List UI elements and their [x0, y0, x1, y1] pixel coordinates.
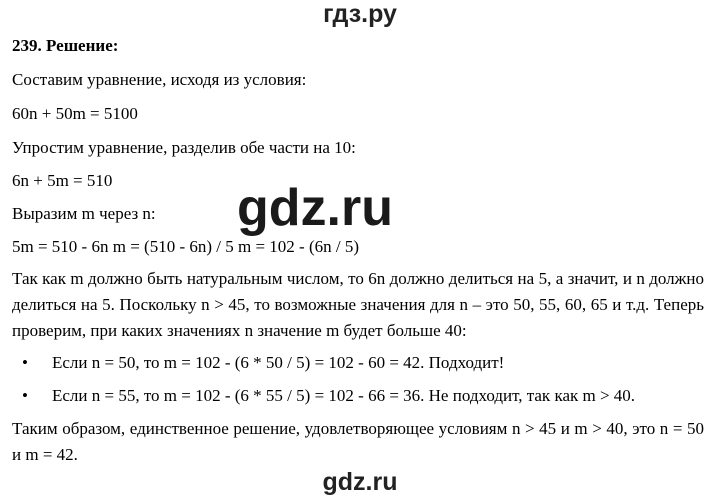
paragraph-2: Таким образом, единственное решение, удовлетворяющее условиям n > 45 и m > 40, это n = 50 и m = 42. [12, 419, 704, 464]
text-line-3: Выразим m через n: [12, 204, 156, 223]
equation-3: 5m = 510 - 6n m = (510 - 6n) / 5 m = 102 - (6n / 5) [12, 237, 360, 256]
paragraph-1: Так как m должно быть натуральным числом, то 6n должно делиться на 5, а значит, и n должно делиться на 5. Поскольку n > 45, то возможные значения для n – это 50, 55, 60, 65 и т.д. Теперь проверим, при каких значениях n значение m будет больше 40: [12, 269, 704, 340]
bullet-dot-icon: • [22, 353, 28, 372]
equation-1: 60n + 50m = 5100 [12, 104, 138, 123]
list-item-text: Если n = 55, то m = 102 - (6 * 55 / 5) = 102 - 66 = 36. Не подходит, так как m > 40. [52, 386, 636, 405]
text-line-2: Упростим уравнение, разделив обе части на 10: [12, 138, 356, 157]
watermark-top: гдз.ру [323, 0, 397, 28]
bullet-dot-icon: • [22, 386, 28, 405]
list-item-text: Если n = 50, то m = 102 - (6 * 50 / 5) = 102 - 60 = 42. Подходит! [52, 353, 505, 372]
watermark-center: gdz.ru [237, 179, 393, 237]
watermark-bottom: gdz.ru [322, 468, 398, 496]
equation-2: 6n + 5m = 510 [12, 171, 113, 190]
text-line-1: Составим уравнение, исходя из условия: [12, 70, 307, 89]
solution-heading: 239. Решение: [12, 36, 119, 55]
